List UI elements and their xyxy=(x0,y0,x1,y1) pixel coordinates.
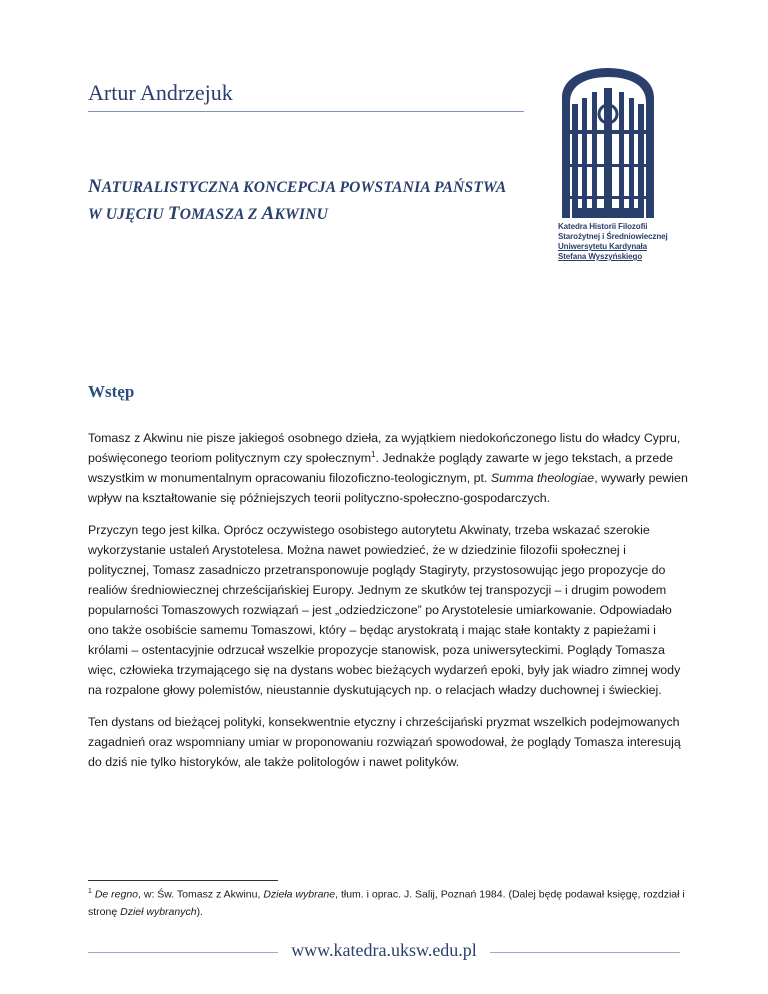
footnote-de-regno: De regno xyxy=(94,888,139,901)
footnote-number: 1 xyxy=(88,888,92,895)
footnote-dziel-wybranych: Dzieł wybranych xyxy=(120,905,197,918)
logo-line-2: Starożytnej i Średniowiecznej xyxy=(558,232,668,241)
title-segment: ATURALISTYCZNA KONCEPCJA POWSTANIA PAŃSTWA xyxy=(101,179,507,196)
title-segment: T xyxy=(167,203,180,224)
footer-website-link[interactable]: www.katedra.uksw.edu.pl xyxy=(291,940,477,960)
footnote-divider xyxy=(88,880,278,881)
title-line xyxy=(88,174,548,201)
summa-theologiae-title: Summa theologiae xyxy=(490,471,595,485)
logo-line-1: Katedra Historii Filozofii xyxy=(558,222,648,231)
title-line xyxy=(88,201,548,228)
footnote-text-c: ). xyxy=(196,905,203,918)
section-heading: Wstęp xyxy=(88,382,135,401)
page-footer xyxy=(0,940,768,964)
paragraph-1-text-a: Tomasz z Akwinu nie pisze jakiegoś osobnego dzieła, za wyjątkiem niedokończonego listu do władcy Cypru, poświęconego teoriom politycznym czy społecznym xyxy=(88,431,681,465)
footnote-ref[interactable]: 1 xyxy=(371,449,376,459)
footer-line-right xyxy=(490,952,680,953)
author-name: Artur Andrzejuk xyxy=(88,80,524,112)
paragraph-1-text-b: . Jednakże poglądy zawarte w jego tekstach, a przede wszystkim w monumentalnym opracowaniu filozoficzno-teologicznym, pt. xyxy=(88,451,674,485)
paragraph-1-text-c: , wywarły pewien wpływ na kształtowanie się późniejszych teorii polityczno-społeczno-gospodarczych. xyxy=(88,471,688,505)
title-segment: N xyxy=(88,176,102,197)
title-segment: KWINU xyxy=(274,206,329,223)
title-segment: OMASZA Z xyxy=(179,206,262,223)
footnote-text-a: , w: Św. Tomasz z Akwinu, xyxy=(138,888,264,901)
katedra-logo-text xyxy=(558,222,668,262)
footnote-text-b: , tłum. i oprac. J. Salij, Poznań 1984. (Dalej będę podawał księgę, rozdział i stronę xyxy=(88,888,685,918)
title-segment: A xyxy=(261,203,275,224)
footer-line-left xyxy=(88,952,278,953)
logo-line-3: Uniwersytetu Kardynała xyxy=(558,242,647,251)
paragraph-3: Ten dystans od bieżącej polityki, konsekwentnie etyczny i chrześcijański pryzmat wszelkich podejmowanych zagadnień oraz wspomniany umiar w proponowaniu rozwiązań spowodował, że poglądy Tomasza interesują do dziś nie tylko historyków, ale także politologów i nawet polityków. xyxy=(88,715,681,769)
footnote-dziela-wybrane: Dzieła wybrane xyxy=(263,888,336,901)
logo-line-4: Stefana Wyszyńskiego xyxy=(558,252,643,261)
title-segment: W UJĘCIU xyxy=(88,206,168,223)
footnote xyxy=(88,883,688,921)
body-text xyxy=(88,428,688,784)
paragraph-2: Przyczyn tego jest kilka. Oprócz oczywistego osobistego autorytetu Akwinaty, trzeba wskazać szerokie wykorzystanie ustaleń Arystotelesa. Można nawet powiedzieć, że w dziedzinie filozofii społecznej i politycznej, Tomasz zasadniczo przetransponowuje poglądy Stagiryty, przystosowując jego propozycje do realiów średniowiecznej chrześcijańskiej Europy. Jednym ze skutków tej transpozycji – i drugim powodem popularności Tomaszowych rozwiązań – jest „odziedziczone” po Arystotelesie umiarkowanie. Odpowiadało ono także osobiście samemu Tomaszowi, który – będąc arystokratą i mając stałe kontakty z papieżami i królami – ostentacyjnie odrzucał wszelkie propozycje stanowisk, poza uniwersyteckimi. Poglądy Tomasza więc, człowieka trzymającego się na dystans wobec bieżących wydarzeń epoki, były jak wiadro zimnej wody na rozpalone głowy polemistów, nieustannie dyskutujących np. o relacjach władzy duchownej i świeckiej. xyxy=(88,523,681,697)
paragraph-1 xyxy=(88,428,688,508)
article-title xyxy=(88,174,548,228)
